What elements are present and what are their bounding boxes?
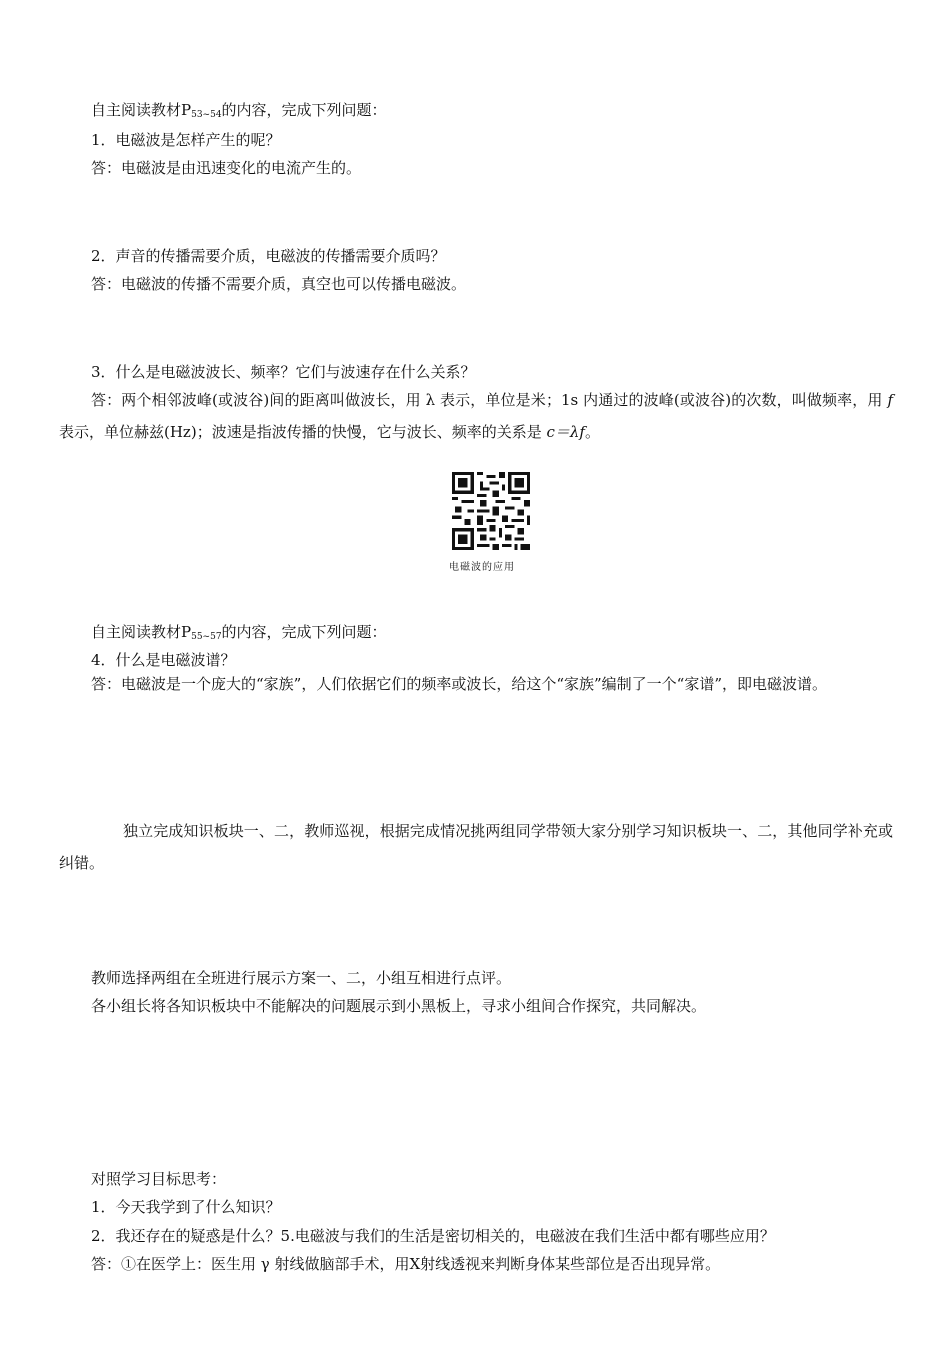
cooperation-instruction: 各小组长将各知识板块中不能解决的问题展示到小黑板上，寻求小组间合作探究，共同解决。 xyxy=(91,997,707,1015)
answer-5: 答：①在医学上：医生用 γ 射线做脑部手术，用X射线透视来判断身体某些部位是否出现异常。 xyxy=(91,1255,721,1273)
answer-4: 答：电磁波是一个庞大的“家族”，人们依据它们的频率或波长，给这个“家族”编制了一个“家谱”，即电磁波谱。 xyxy=(91,675,828,693)
reflection-intro: 对照学习目标思考： xyxy=(91,1170,227,1188)
question-4: 4．什么是电磁波谱？ xyxy=(91,651,236,669)
display-instruction: 教师选择两组在全班进行展示方案一、二，小组互相进行点评。 xyxy=(91,969,512,987)
qr-caption: 电磁波的应用 xyxy=(449,562,515,573)
question-2: 2．声音的传播需要介质，电磁波的传播需要介质吗？ xyxy=(91,247,446,265)
answer-2: 答：电磁波的传播不需要介质，真空也可以传播电磁波。 xyxy=(91,275,467,293)
question-3: 3．什么是电磁波波长、频率？它们与波速存在什么关系？ xyxy=(91,363,476,381)
qr-code-icon xyxy=(452,472,530,550)
answer-1: 答：电磁波是由迅速变化的电流产生的。 xyxy=(91,159,362,177)
reflection-question-2: 2．我还存在的疑惑是什么？5.电磁波与我们的生活是密切相关的，电磁波在我们生活中都有哪些应用？ xyxy=(91,1227,775,1245)
question-1: 1．电磁波是怎样产生的呢？ xyxy=(91,131,281,149)
answer-3: 答：两个相邻波峰(或波谷)间的距离叫做波长，用 λ 表示，单位是米；1s 内通过的波峰(或波谷)的次数，叫做频率，用 f表示，单位赫兹(Hz)；波速是指波传播的快慢，它与波长、频率的关系是 c＝λf。 xyxy=(59,391,893,441)
reflection-question-1: 1．今天我学到了什么知识？ xyxy=(91,1198,281,1216)
wave-formula: c＝λf xyxy=(546,423,585,441)
group-work-instruction: 独立完成知识板块一、二，教师巡视，根据完成情况挑两组同学带领大家分别学习知识板块一、二，其他同学补充或纠错。 xyxy=(59,822,893,872)
reading-instruction-2: 自主阅读教材$P_{55\sim 57}$的内容，完成下列问题： xyxy=(91,623,387,642)
qr-code xyxy=(452,472,532,550)
page-range-1: 53~54 xyxy=(191,110,222,120)
reading-instruction-1: 自主阅读教材$P_{53\sim 54}$的内容，完成下列问题： xyxy=(91,101,387,120)
page-range-2: 55~57 xyxy=(191,632,222,642)
